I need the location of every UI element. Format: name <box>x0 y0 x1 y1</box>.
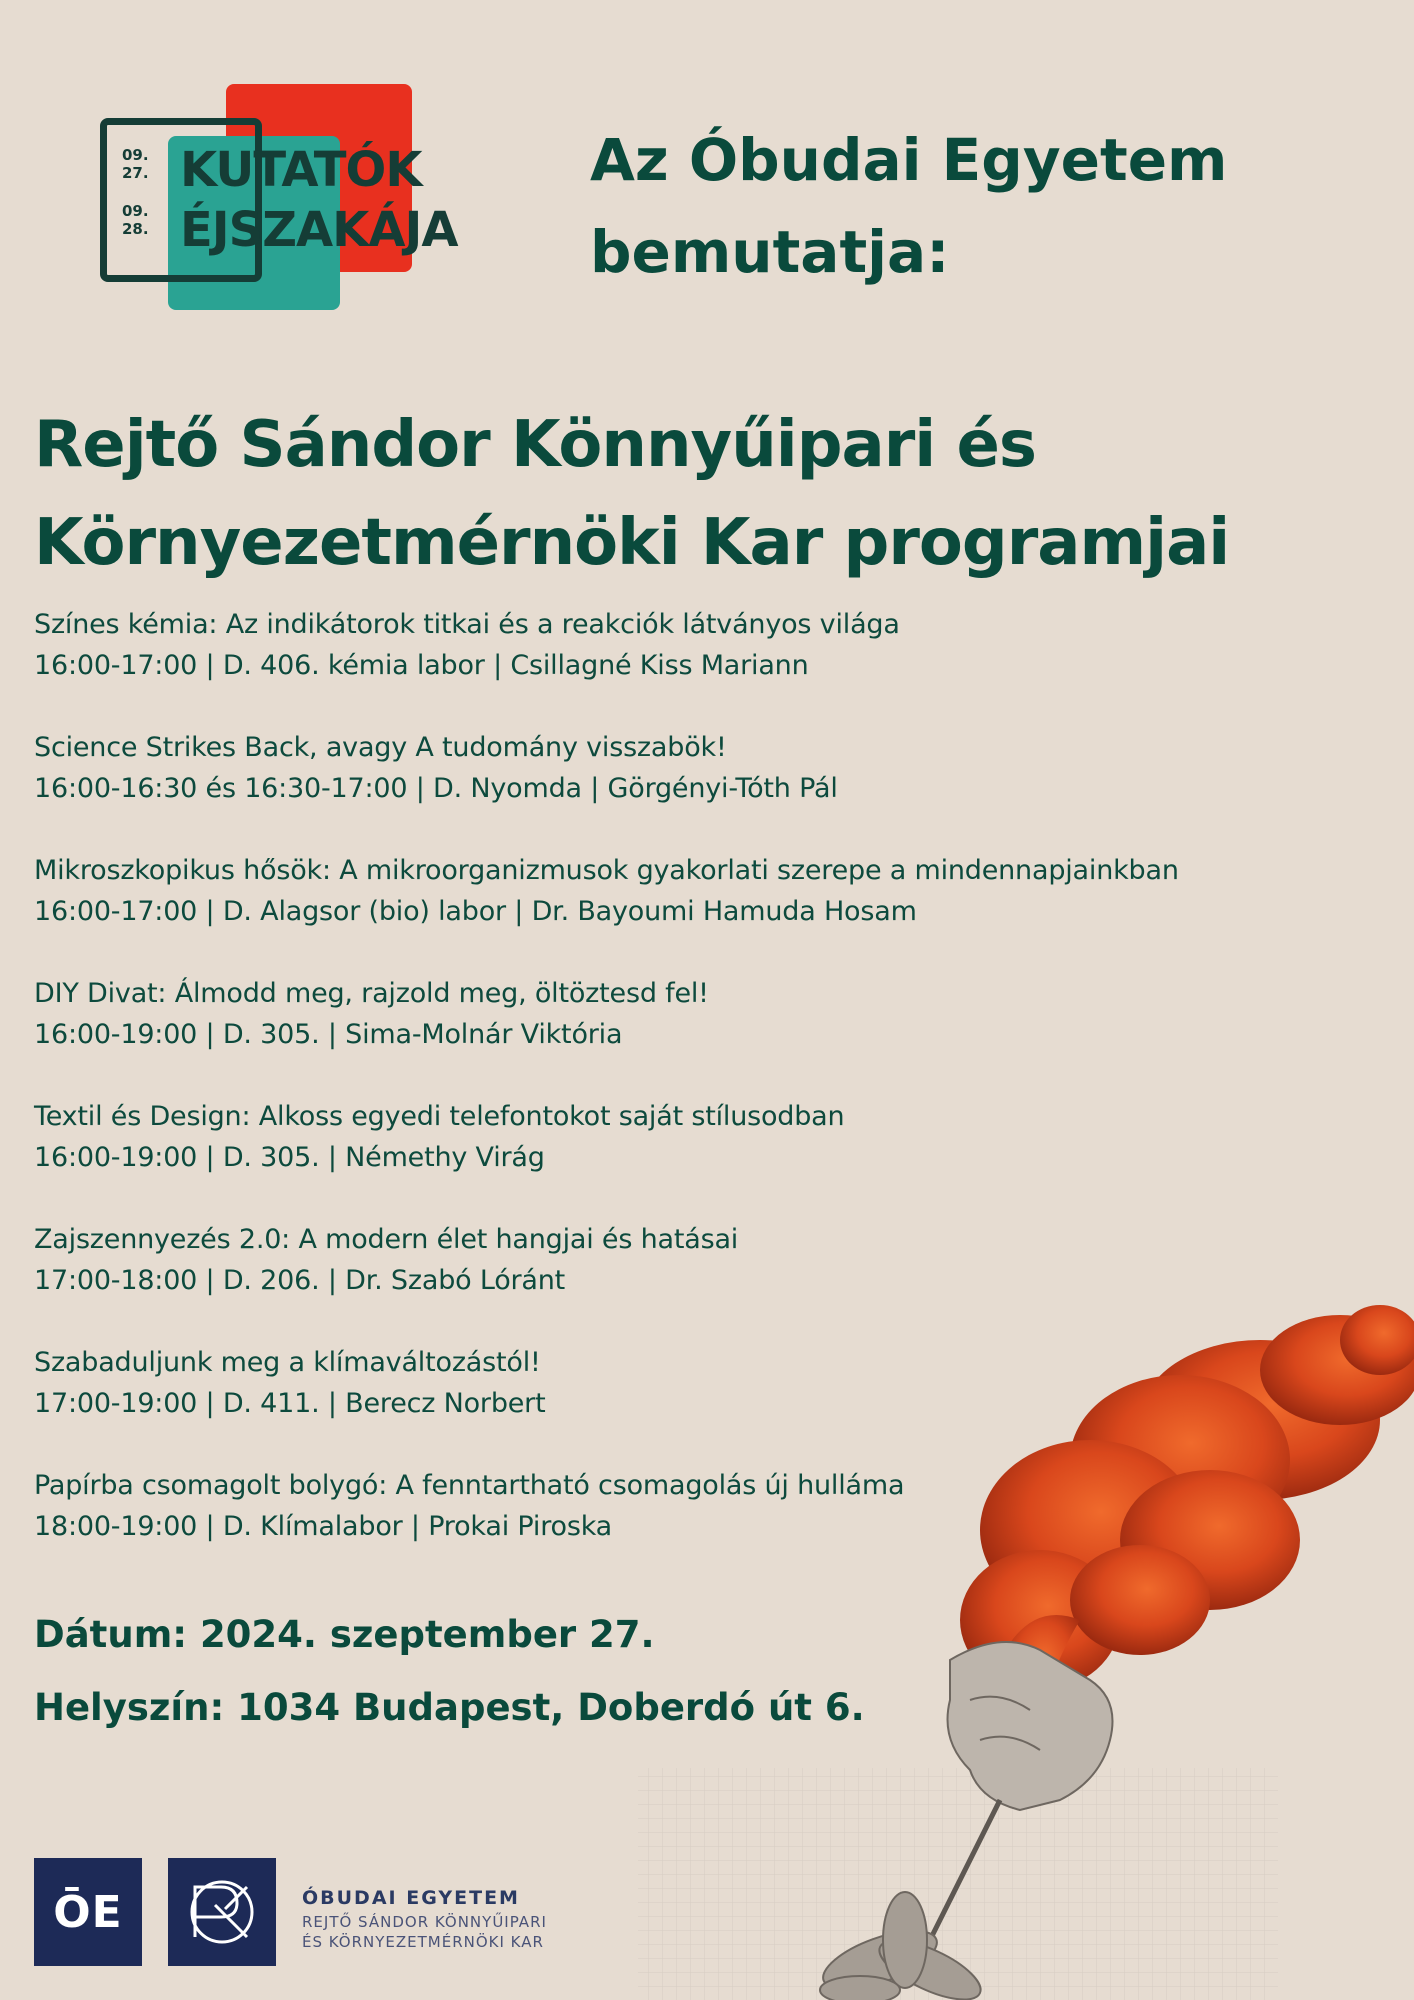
kutatok-ejszakaja-logo <box>98 84 538 310</box>
logo-date-top-month: 27. <box>122 164 149 182</box>
program-title: Színes kémia: Az indikátorok titkai és a reakciók látványos világa <box>34 609 900 640</box>
program-item <box>34 1342 1394 1424</box>
program-item <box>34 727 1394 809</box>
program-title: DIY Divat: Álmodd meg, rajzold meg, öltöztesd fel! <box>34 978 709 1009</box>
program-details: 16:00-19:00 | D. 305. | Sima-Molnár Viktória <box>34 1019 623 1050</box>
program-item <box>34 1465 1394 1547</box>
program-title: Textil és Design: Alkoss egyedi telefontokot saját stílusodban <box>34 1101 845 1132</box>
faculty-monogram-icon <box>185 1875 259 1949</box>
program-item <box>34 1096 1394 1178</box>
logo-dates <box>122 146 162 238</box>
program-details: 17:00-18:00 | D. 206. | Dr. Szabó Lóránt <box>34 1265 566 1296</box>
presents-heading <box>590 114 1227 298</box>
oe-mark: ŌE <box>53 1886 123 1938</box>
program-title: Zajszennyezés 2.0: A modern élet hangjai és hatásai <box>34 1224 739 1255</box>
presents-line1: Az Óbudai Egyetem <box>590 126 1228 194</box>
page-title-line2: Környezetmérnöki Kar programjai <box>34 506 1230 580</box>
program-title: Papírba csomagolt bolygó: A fenntartható csomagolás új hulláma <box>34 1470 905 1501</box>
obuda-university-logo <box>34 1858 142 1966</box>
program-title: Szabaduljunk meg a klímaváltozástól! <box>34 1347 541 1378</box>
university-name: ÓBUDAI EGYETEM <box>302 1887 520 1909</box>
event-date: Dátum: 2024. szeptember 27. <box>34 1613 655 1656</box>
logo-line2: ÉJSZAKÁJA <box>180 202 458 258</box>
program-details: 16:00-17:00 | D. Alagsor (bio) labor | Dr. Bayoumi Hamuda Hosam <box>34 896 917 927</box>
program-details: 18:00-19:00 | D. Klímalabor | Prokai Piroska <box>34 1511 613 1542</box>
logo-date-top-day: 09. <box>122 146 149 164</box>
program-item <box>34 850 1394 932</box>
logo-date-bottom-month: 28. <box>122 220 149 238</box>
page-title-line1: Rejtő Sándor Könnyűipari és <box>34 408 1036 482</box>
program-item <box>34 1219 1394 1301</box>
program-details: 16:00-16:30 és 16:30-17:00 | D. Nyomda | Görgényi-Tóth Pál <box>34 773 838 804</box>
logo-line1: KUTATÓK <box>180 142 422 198</box>
program-details: 17:00-19:00 | D. 411. | Berecz Norbert <box>34 1388 546 1419</box>
faculty-logo <box>168 1858 276 1966</box>
program-list <box>34 604 1394 1588</box>
program-title: Science Strikes Back, avagy A tudomány visszabök! <box>34 732 727 763</box>
program-details: 16:00-17:00 | D. 406. kémia labor | Csillagné Kiss Mariann <box>34 650 809 681</box>
faculty-name-line2: ÉS KÖRNYEZETMÉRNÖKI KAR <box>302 1933 544 1951</box>
program-item <box>34 973 1394 1055</box>
logo-wordmark <box>180 140 458 260</box>
program-title: Mikroszkopikus hősök: A mikroorganizmusok gyakorlati szerepe a mindennapjainkban <box>34 855 1179 886</box>
logo-date-bottom-day: 09. <box>122 202 149 220</box>
university-name-block <box>302 1884 547 1952</box>
program-item <box>34 604 1394 686</box>
presents-line2: bemutatja: <box>590 218 950 286</box>
event-location: Helyszín: 1034 Budapest, Doberdó út 6. <box>34 1686 865 1729</box>
program-details: 16:00-19:00 | D. 305. | Némethy Virág <box>34 1142 545 1173</box>
page-title <box>34 396 1229 592</box>
faculty-name-line1: REJTŐ SÁNDOR KÖNNYŰIPARI <box>302 1913 547 1931</box>
event-info <box>34 1598 865 1744</box>
